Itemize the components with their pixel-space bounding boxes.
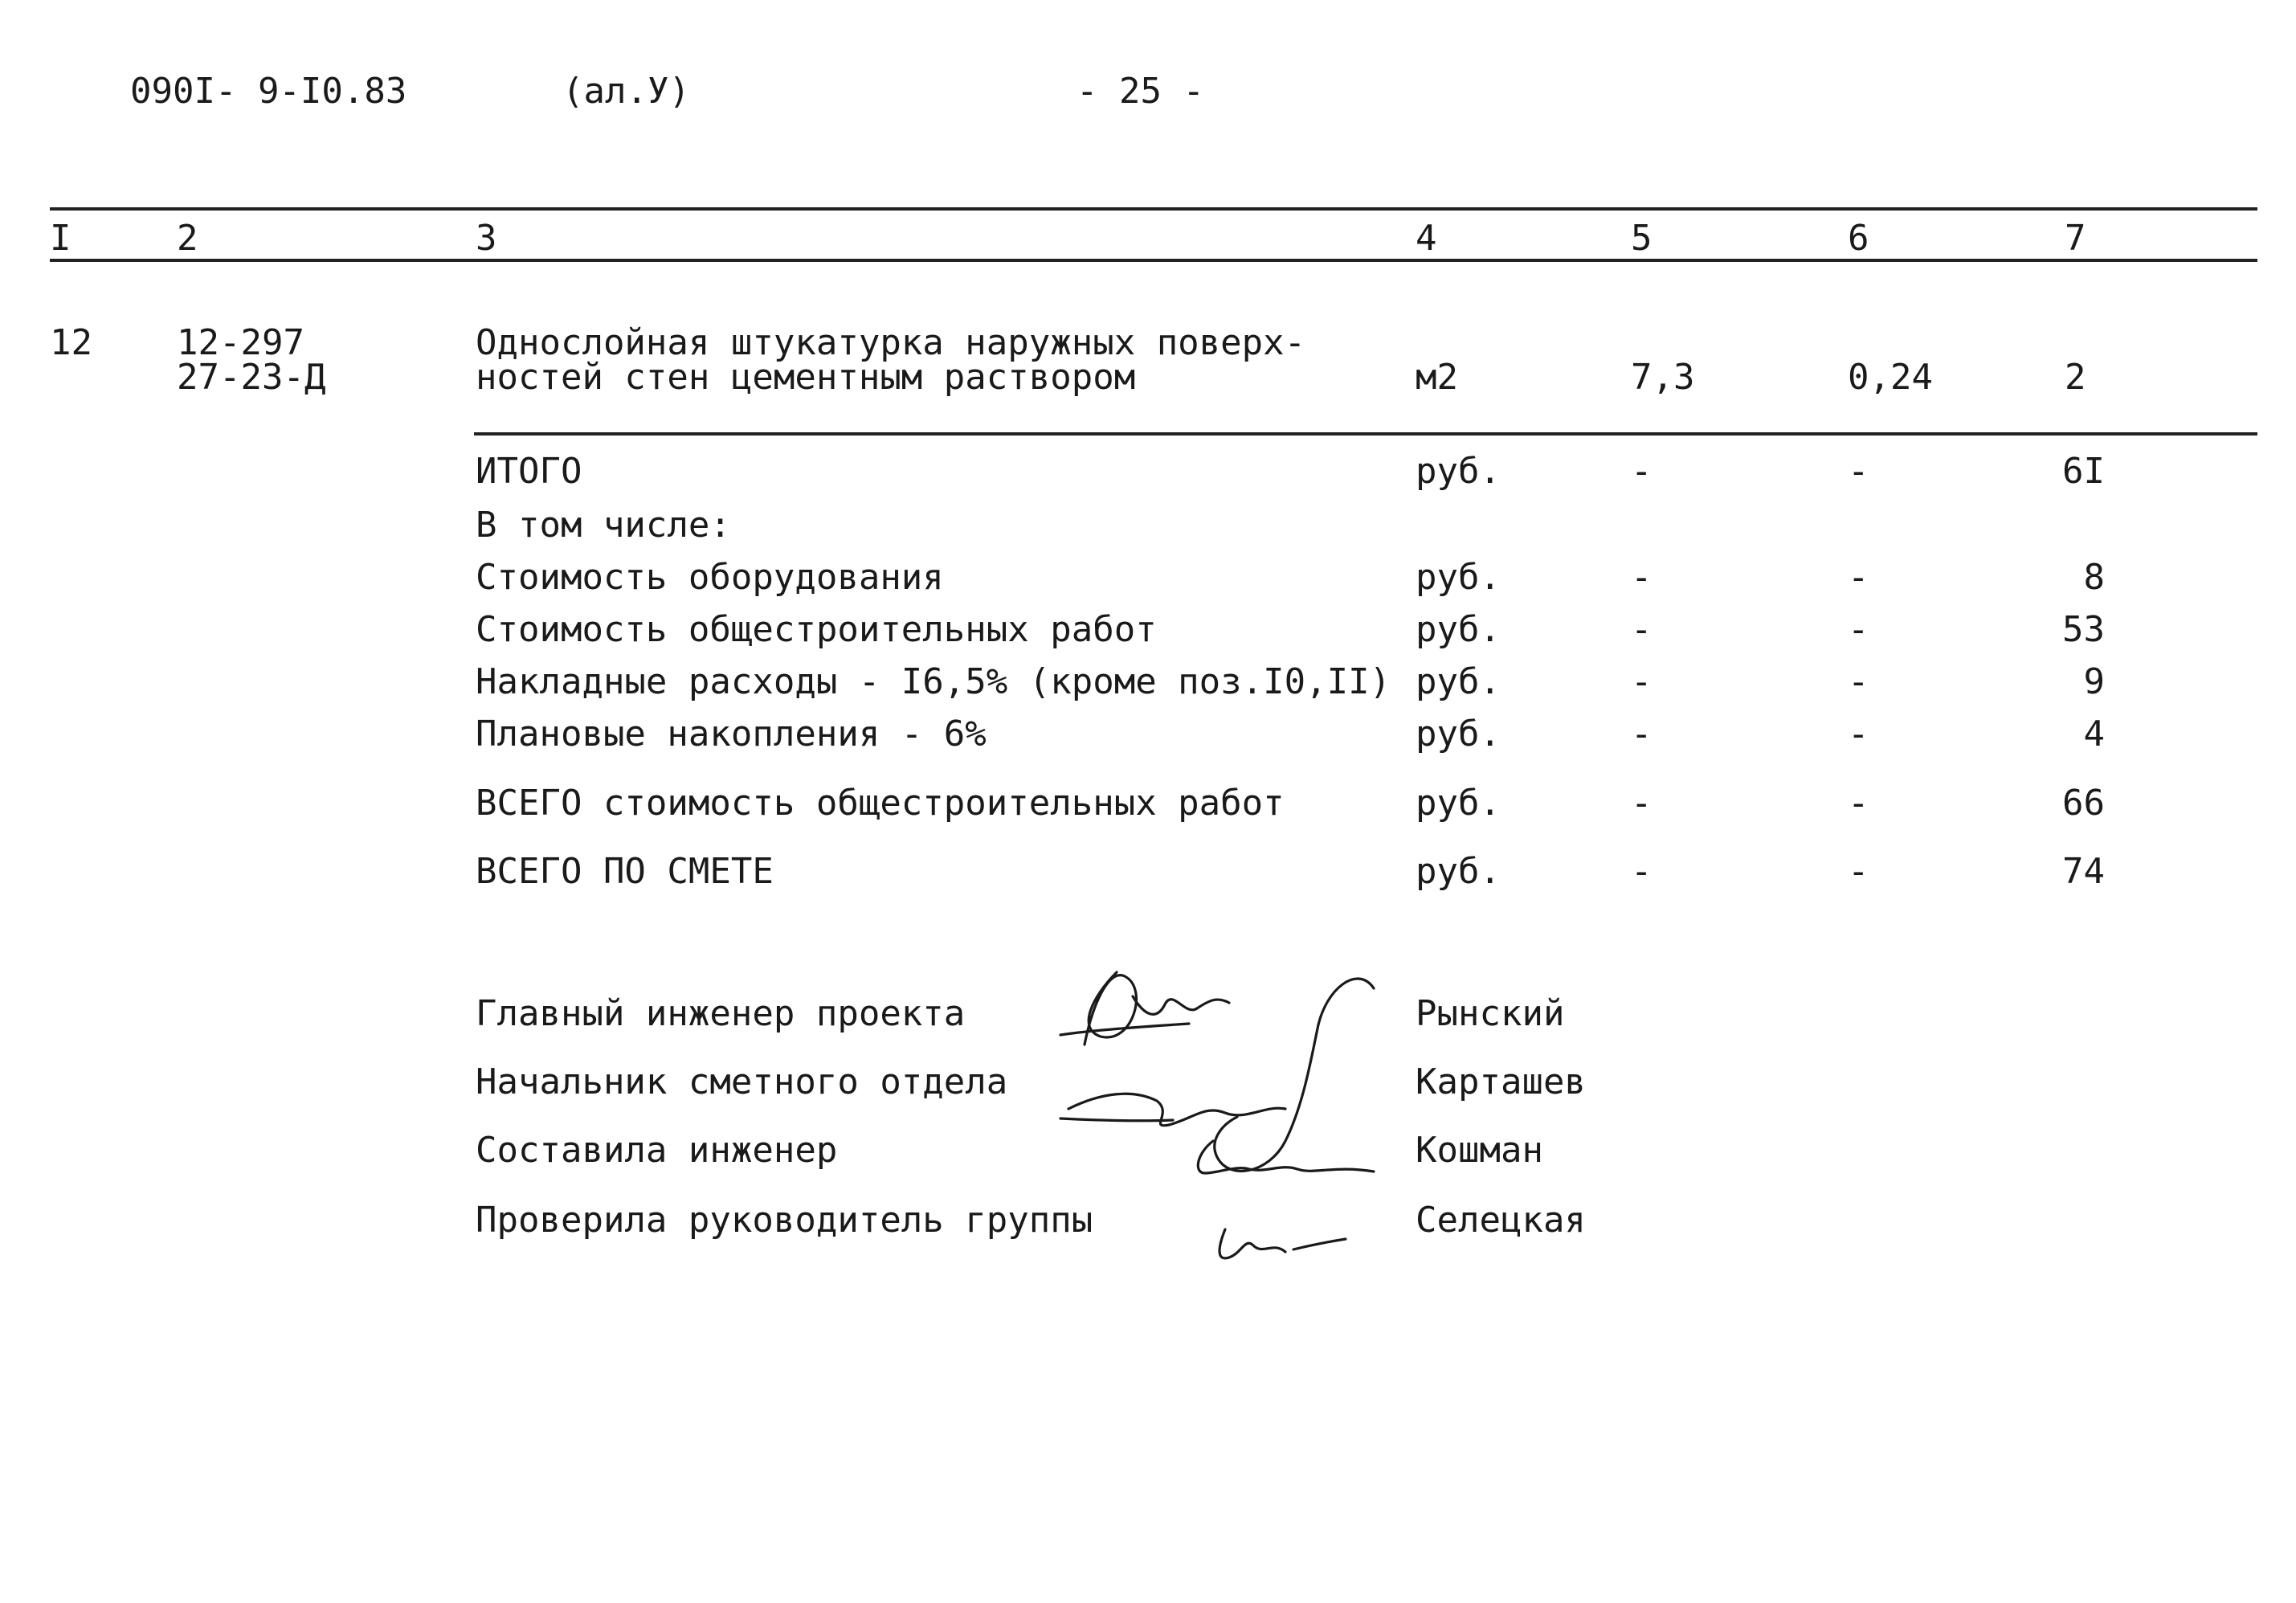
- summary-col-5: -: [1631, 714, 1653, 754]
- summary-label: ВСЕГО стоимость общестроительных работ: [476, 783, 1285, 824]
- signature-role: Проверила руководитель группы: [476, 1200, 1093, 1241]
- signature-role: Главный инженер проекта: [476, 993, 966, 1034]
- summary-col-7: 4: [2083, 714, 2105, 754]
- summary-col-5: -: [1631, 451, 1653, 492]
- document-code: 090I- 9-I0.83: [130, 71, 407, 112]
- summary-col-7: 53: [2062, 609, 2105, 650]
- summary-unit: руб.: [1416, 557, 1501, 598]
- summary-unit: руб.: [1416, 609, 1501, 650]
- handwritten-signature-icon: [1044, 940, 1398, 1278]
- summary-col-5: -: [1631, 557, 1653, 598]
- item-unit: м2: [1416, 357, 1458, 398]
- item-col-6: 0,24: [1848, 357, 1933, 398]
- summary-col-5: -: [1631, 851, 1653, 892]
- table-top-rule: [50, 207, 2257, 211]
- signature-role: Начальник сметного отдела: [476, 1061, 1008, 1102]
- summary-label: Плановые накопления - 6%: [476, 714, 987, 754]
- summary-col-7: 8: [2083, 557, 2105, 598]
- summary-rule: [474, 432, 2257, 436]
- summary-col-7: 66: [2062, 783, 2105, 824]
- page-number: - 25 -: [1077, 71, 1204, 112]
- album-label: (ал.У): [562, 71, 690, 112]
- column-header-2: 2: [177, 218, 198, 259]
- item-col-5: 7,3: [1631, 357, 1695, 398]
- summary-unit: руб.: [1416, 783, 1501, 824]
- item-description-line-2: ностей стен цементным раствором: [476, 357, 1136, 398]
- item-code-line-1: 12-297: [177, 322, 304, 363]
- summary-col-6: -: [1848, 557, 1869, 598]
- summary-label: Стоимость общестроительных работ: [476, 609, 1157, 650]
- signature-name: Кошман: [1416, 1130, 1543, 1171]
- signature-name: Рынский: [1416, 993, 1565, 1034]
- column-header-1: I: [50, 218, 71, 259]
- summary-unit: руб.: [1416, 851, 1501, 892]
- summary-col-6: -: [1848, 661, 1869, 702]
- column-header-6: 6: [1848, 218, 1869, 259]
- item-code-line-2: 27-23-Д: [177, 357, 326, 398]
- signature-name: Селецкая: [1416, 1200, 1586, 1241]
- signature-name: Карташев: [1416, 1061, 1586, 1102]
- summary-label: ИТОГО: [476, 451, 582, 492]
- summary-label: Стоимость оборудования: [476, 557, 944, 598]
- summary-label: ВСЕГО ПО СМЕТЕ: [476, 851, 774, 892]
- summary-unit: руб.: [1416, 714, 1501, 754]
- column-header-4: 4: [1416, 218, 1437, 259]
- summary-col-5: -: [1631, 783, 1653, 824]
- signature-role: Составила инженер: [476, 1130, 838, 1171]
- summary-label: Накладные расходы - I6,5% (кроме поз.I0,II): [476, 661, 1391, 702]
- column-header-5: 5: [1631, 218, 1653, 259]
- summary-col-6: -: [1848, 714, 1869, 754]
- item-number: 12: [50, 322, 92, 363]
- summary-col-7: 9: [2083, 661, 2105, 702]
- item-description-line-1: Однослойная штукатурка наружных поверх-: [476, 322, 1306, 363]
- column-header-7: 7: [2065, 218, 2086, 259]
- summary-col-6: -: [1848, 609, 1869, 650]
- summary-unit: руб.: [1416, 661, 1501, 702]
- summary-unit: руб.: [1416, 451, 1501, 492]
- summary-col-7: 74: [2062, 851, 2105, 892]
- column-header-rule: [50, 259, 2257, 262]
- summary-col-5: -: [1631, 661, 1653, 702]
- column-header-3: 3: [476, 218, 497, 259]
- summary-label: В том числе:: [476, 505, 731, 546]
- summary-col-6: -: [1848, 783, 1869, 824]
- summary-col-6: -: [1848, 851, 1869, 892]
- summary-col-6: -: [1848, 451, 1869, 492]
- summary-col-7: 6I: [2062, 451, 2105, 492]
- item-col-7: 2: [2065, 357, 2086, 398]
- summary-col-5: -: [1631, 609, 1653, 650]
